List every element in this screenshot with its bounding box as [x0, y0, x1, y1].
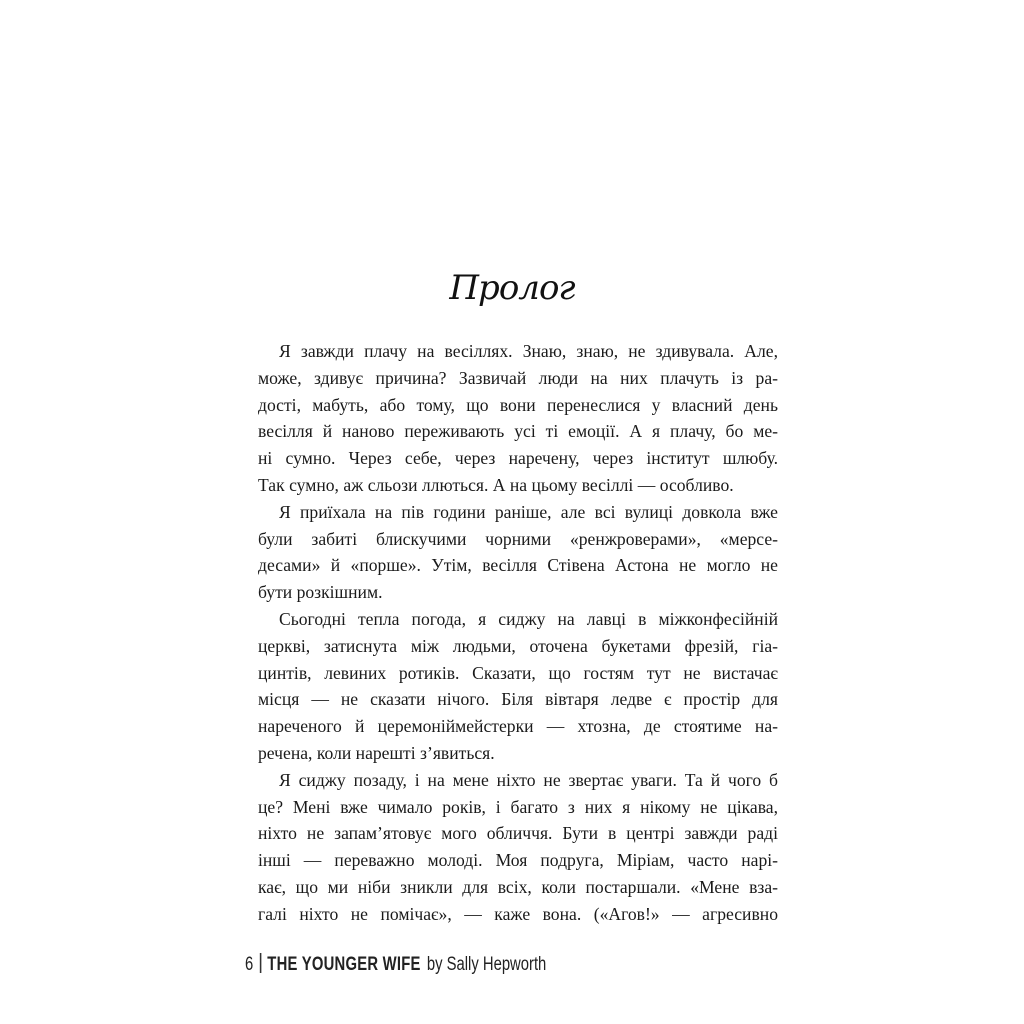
text-line: речена, коли нарешті з’явиться. — [258, 742, 495, 763]
text-line: ніхто не запам’ятовує мого обличчя. Бути в центрі завжди раді — [258, 823, 778, 844]
text-line: нареченого й церемоніймейстерки — хтозна, де стоятиме на- — [258, 716, 778, 737]
page-footer — [245, 953, 546, 976]
footer-divider — [259, 953, 261, 973]
text-line: бути розкішним. — [258, 582, 383, 603]
author: by Sally Hepworth — [426, 954, 547, 975]
paragraph — [258, 606, 778, 767]
paragraph — [258, 767, 778, 928]
text-line: Я сиджу позаду, і на мене ніхто не звертає уваги. Та й чого б — [279, 769, 778, 790]
text-line: галі ніхто не помічає», — каже вона. («Агов!» — агресивно — [258, 903, 778, 924]
paragraph — [258, 499, 778, 606]
text-line: це? Мені вже чимало років, і багато з них я нікому не цікава, — [258, 796, 778, 817]
body-text — [258, 338, 778, 928]
page-number: 6 — [245, 954, 254, 975]
book-title: THE YOUNGER WIFE — [267, 954, 421, 975]
paragraph — [258, 338, 778, 499]
text-line: Я завжди плачу на весіллях. Знаю, знаю, не здивувала. Але, — [279, 341, 778, 361]
text-line: ні сумно. Через себе, через наречену, через інститут шлюбу. — [258, 448, 778, 469]
text-line: інші — переважно молоді. Моя подруга, Міріам, часто нарі- — [258, 850, 778, 871]
text-line: може, здивує причина? Зазвичай люди на них плачуть із ра- — [258, 367, 778, 388]
text-line: десами» й «порше». Утім, весілля Стівена Астона не могло не — [258, 555, 778, 576]
text-line: цинтів, левиних ротиків. Сказати, що гостям тут не вистачає — [258, 662, 778, 683]
text-line: місця — не сказати нічого. Біля вівтаря ледве є простір для — [258, 689, 778, 710]
text-line: церкві, затиснута між людьми, оточена букетами фрезій, гіа- — [258, 635, 778, 656]
text-line: Я приїхала на пів години раніше, але всі вулиці довкола вже — [279, 501, 778, 522]
text-line: були забиті блискучими чорними «ренжроверами», «мерсе- — [258, 528, 778, 549]
chapter-title: Пролог — [449, 268, 575, 308]
text-line: дості, мабуть, або тому, що вони перенеслися у власний день — [258, 394, 778, 415]
text-line: весілля й наново переживають усі ті емоції. А я плачу, бо ме- — [258, 421, 778, 442]
text-line: кає, що ми ніби зникли для всіх, коли постаршали. «Мене вза- — [258, 876, 778, 897]
text-line: Так сумно, аж сльози ллються. А на цьому весіллі — особливо. — [258, 474, 734, 495]
text-line: Сьогодні тепла погода, я сиджу на лавці в міжконфесійній — [279, 608, 778, 629]
